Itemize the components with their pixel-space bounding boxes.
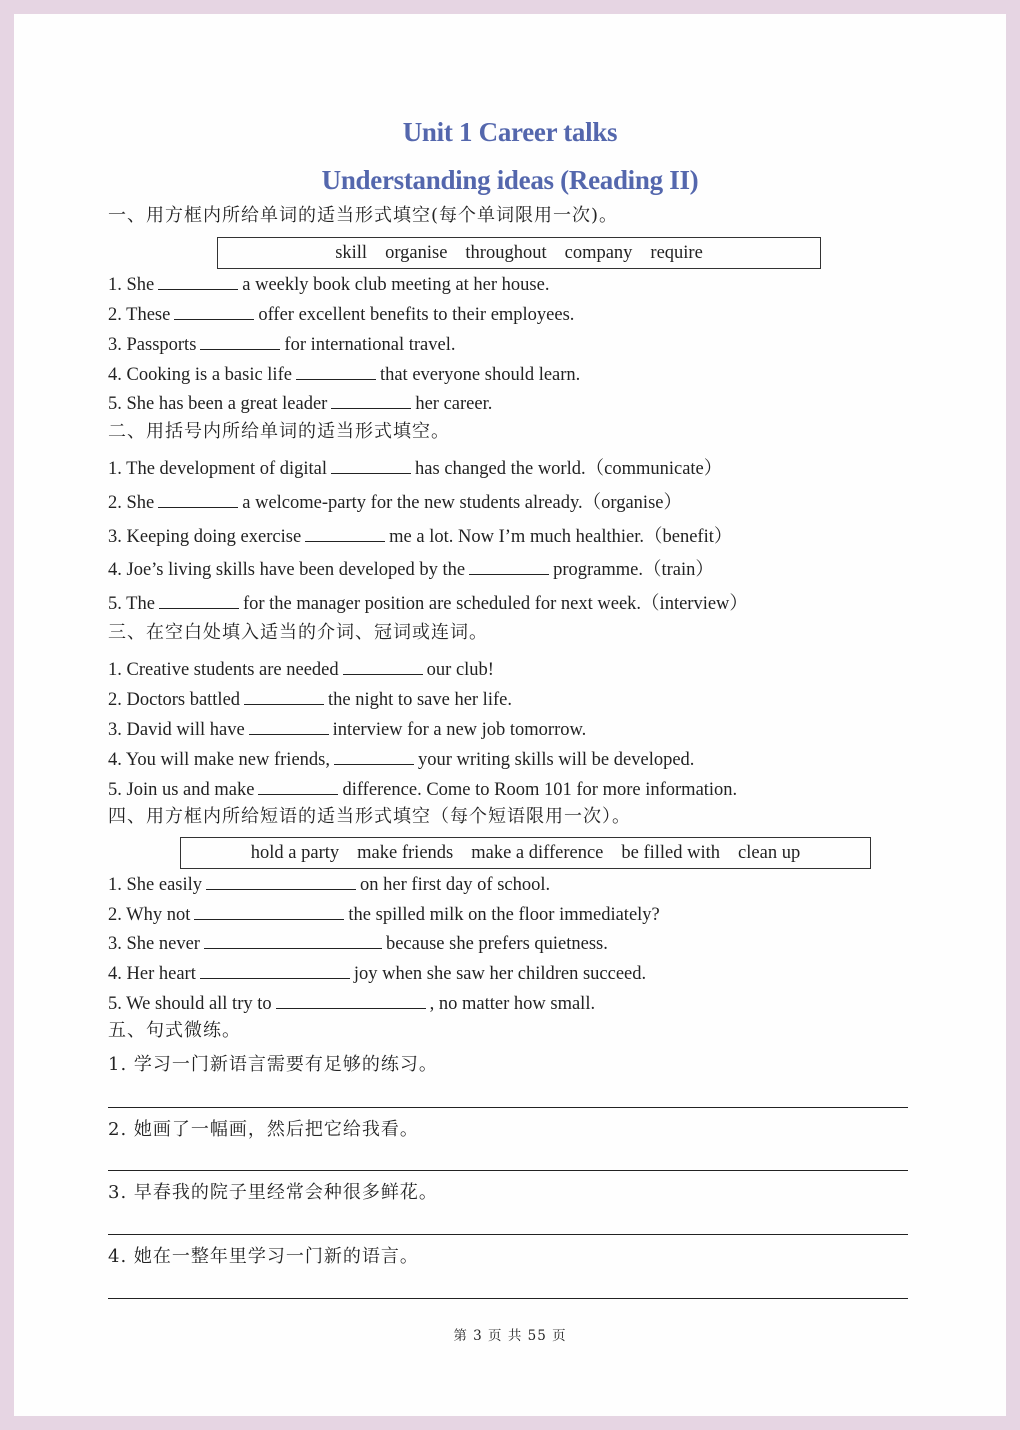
- question-line: 4. Joe’s living skills have been developed by the programme.（train）: [108, 556, 714, 581]
- word-bank-item: throughout: [465, 242, 547, 263]
- answer-blank[interactable]: [174, 301, 254, 320]
- answer-blank[interactable]: [469, 556, 549, 575]
- answer-blank[interactable]: [305, 523, 385, 542]
- answer-blank[interactable]: [200, 960, 350, 979]
- answer-blank[interactable]: [343, 656, 423, 675]
- answer-line[interactable]: [108, 1170, 908, 1171]
- word-bank-box: [217, 237, 821, 269]
- question-line: 5. She has been a great leader her career.: [108, 390, 492, 415]
- question-line: 1. Creative students are needed our club!: [108, 656, 494, 681]
- answer-blank[interactable]: [331, 390, 411, 409]
- answer-blank[interactable]: [206, 871, 356, 890]
- answer-blank[interactable]: [249, 716, 329, 735]
- translation-prompt: 1. 学习一门新语言需要有足够的练习。: [108, 1054, 438, 1075]
- section-3-heading: 三、在空白处填入适当的介词、冠词或连词。: [108, 622, 488, 643]
- translation-prompt: 3. 早春我的院子里经常会种很多鲜花。: [108, 1182, 438, 1203]
- section-5-heading: 五、句式微练。: [108, 1020, 241, 1041]
- phrase-bank-item: make a difference: [471, 842, 604, 863]
- phrase-bank-item: be filled with: [621, 842, 721, 863]
- question-line: 4. Her heart joy when she saw her children succeed.: [108, 960, 646, 985]
- section-4-heading: 四、用方框内所给短语的适当形式填空（每个短语限用一次）。: [108, 806, 631, 827]
- translation-prompt: 2. 她画了一幅画，然后把它给我看。: [108, 1119, 419, 1140]
- unit-title: Unit 1 Career talks: [402, 117, 618, 147]
- word-bank-item: skill: [335, 242, 368, 263]
- section-2-heading: 二、用括号内所给单词的适当形式填空。: [108, 421, 450, 442]
- question-line: 5. Join us and make difference. Come to Room 101 for more information.: [108, 776, 737, 801]
- answer-blank[interactable]: [158, 489, 238, 508]
- phrase-bank-item: hold a party: [250, 842, 340, 863]
- answer-blank[interactable]: [296, 361, 376, 380]
- word-bank-item: require: [650, 242, 703, 263]
- question-line: 3. Passports for international travel.: [108, 331, 455, 356]
- answer-blank[interactable]: [194, 901, 344, 920]
- translation-prompt: 4. 她在一整年里学习一门新的语言。: [108, 1246, 419, 1267]
- question-line: 2. Why not the spilled milk on the floor immediately?: [108, 901, 660, 926]
- question-line: 1. She a weekly book club meeting at her house.: [108, 271, 549, 296]
- answer-blank[interactable]: [159, 590, 239, 609]
- answer-blank[interactable]: [204, 930, 382, 949]
- word-bank-item: organise: [385, 242, 448, 263]
- question-line: 2. These offer excellent benefits to their employees.: [108, 301, 574, 326]
- phrase-bank-box: [180, 837, 871, 869]
- answer-blank[interactable]: [258, 776, 338, 795]
- question-line: 5. The for the manager position are scheduled for next week.（interview）: [108, 590, 748, 615]
- answer-line[interactable]: [108, 1234, 908, 1235]
- phrase-bank-item: make friends: [357, 842, 454, 863]
- question-line: 4. You will make new friends, your writing skills will be developed.: [108, 746, 694, 771]
- question-line: 3. David will have interview for a new job tomorrow.: [108, 716, 586, 741]
- answer-blank[interactable]: [331, 455, 411, 474]
- question-line: 5. We should all try to , no matter how small.: [108, 990, 595, 1015]
- word-bank-item: company: [564, 242, 633, 263]
- phrase-bank-item: clean up: [738, 842, 801, 863]
- question-line: 3. She never because she prefers quietness.: [108, 930, 608, 955]
- answer-blank[interactable]: [200, 331, 280, 350]
- question-line: 4. Cooking is a basic life that everyone should learn.: [108, 361, 580, 386]
- lesson-subtitle: Understanding ideas (Reading II): [321, 165, 699, 195]
- answer-blank[interactable]: [244, 686, 324, 705]
- answer-line[interactable]: [108, 1298, 908, 1299]
- answer-line[interactable]: [108, 1107, 908, 1108]
- question-line: 1. The development of digital has changed the world.（communicate）: [108, 455, 722, 480]
- answer-blank[interactable]: [334, 746, 414, 765]
- question-line: 2. Doctors battled the night to save her life.: [108, 686, 512, 711]
- page-number: 第 3 页 共 55 页: [453, 1328, 567, 1344]
- answer-blank[interactable]: [158, 271, 238, 290]
- question-line: 1. She easily on her first day of school.: [108, 871, 550, 896]
- section-1-heading: 一、用方框内所给单词的适当形式填空(每个单词限用一次)。: [108, 205, 619, 226]
- question-line: 2. She a welcome-party for the new students already.（organise）: [108, 489, 682, 514]
- answer-blank[interactable]: [276, 990, 426, 1009]
- question-line: 3. Keeping doing exercise me a lot. Now I’m much healthier.（benefit）: [108, 523, 732, 548]
